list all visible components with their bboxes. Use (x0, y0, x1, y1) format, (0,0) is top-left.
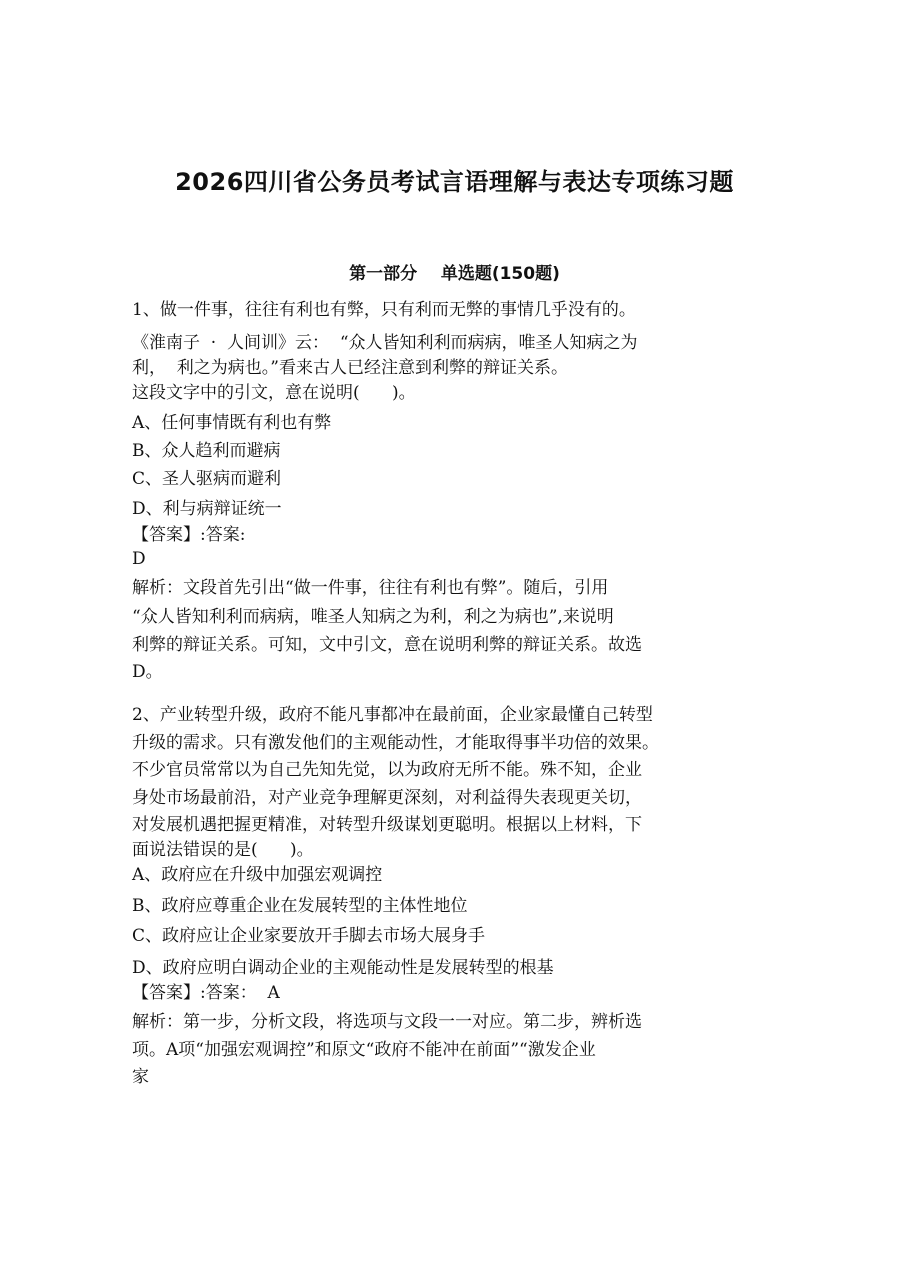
question-1-option-a: A、任何事情既有利也有弊 (132, 413, 332, 433)
question-1-analysis-line-4: D。 (132, 662, 163, 682)
question-2-option-b: B、政府应尊重企业在发展转型的主体性地位 (132, 896, 468, 916)
question-2-line-4: 身处市场最前沿，对产业竞争理解更深刻，对利益得失表现更关切， (132, 788, 642, 808)
question-1-option-c: C、圣人驱病而避利 (132, 469, 282, 489)
question-1-answer-label: 【答案】:答案: (132, 525, 246, 545)
question-1-answer-value: D (132, 549, 146, 569)
question-2-analysis-line-2: 项。A项“加强宏观调控”和原文“政府不能冲在前面”“激发企业 (132, 1040, 596, 1060)
question-1-option-b: B、众人趋利而避病 (132, 441, 281, 461)
question-2-line-1: 2、产业转型升级，政府不能凡事都冲在最前面，企业家最懂自己转型 (132, 705, 653, 725)
question-1-analysis-line-3: 利弊的辩证关系。可知，文中引文，意在说明利弊的辩证关系。故选 (132, 635, 642, 655)
question-1-line-3: 利， 利之为病也。”看来古人已经注意到利弊的辩证关系。 (132, 358, 568, 378)
question-1-line-1: 1、做一件事，往往有利也有弊，只有利而无弊的事情几乎没有的。 (132, 300, 636, 320)
question-2-line-5: 对发展机遇把握更精准，对转型升级谋划更聪明。根据以上材料，下 (132, 815, 642, 835)
question-2-option-d: D、政府应明白调动企业的主观能动性是发展转型的根基 (132, 958, 554, 978)
question-1-analysis-line-1: 解析：文段首先引出“做一件事，往往有利也有弊”。随后，引用 (132, 578, 609, 598)
question-2-line-2: 升级的需求。只有激发他们的主观能动性，才能取得事半功倍的效果。 (132, 733, 659, 753)
question-2-analysis-line-3: 家 (132, 1067, 149, 1087)
question-2-line-6: 面说法错误的是( )。 (132, 840, 314, 860)
question-2-line-3: 不少官员常常以为自己先知先觉，以为政府无所不能。殊不知，企业 (132, 760, 642, 780)
question-2-answer: 【答案】:答案： A (132, 983, 280, 1003)
question-2-option-a: A、政府应在升级中加强宏观调控 (132, 865, 383, 885)
question-2-option-c: C、政府应让企业家要放开手脚去市场大展身手 (132, 926, 486, 946)
question-1-line-4: 这段文字中的引文，意在说明( )。 (132, 383, 416, 403)
question-2-analysis-line-1: 解析：第一步，分析文段，将选项与文段一一对应。第二步，辨析选 (132, 1012, 642, 1032)
question-1-line-2: 《淮南子 · 人间训》云： “众人皆知利利而病病，唯圣人知病之为 (132, 333, 638, 353)
question-1-option-d: D、利与病辩证统一 (132, 499, 282, 519)
question-1-analysis-line-2: “众人皆知利利而病病，唯圣人知病之为利，利之为病也”,来说明 (132, 607, 614, 627)
section-heading: 第一部分 单选题(150题) (349, 264, 560, 284)
document-title: 2026四川省公务员考试言语理解与表达专项练习题 (175, 168, 734, 196)
